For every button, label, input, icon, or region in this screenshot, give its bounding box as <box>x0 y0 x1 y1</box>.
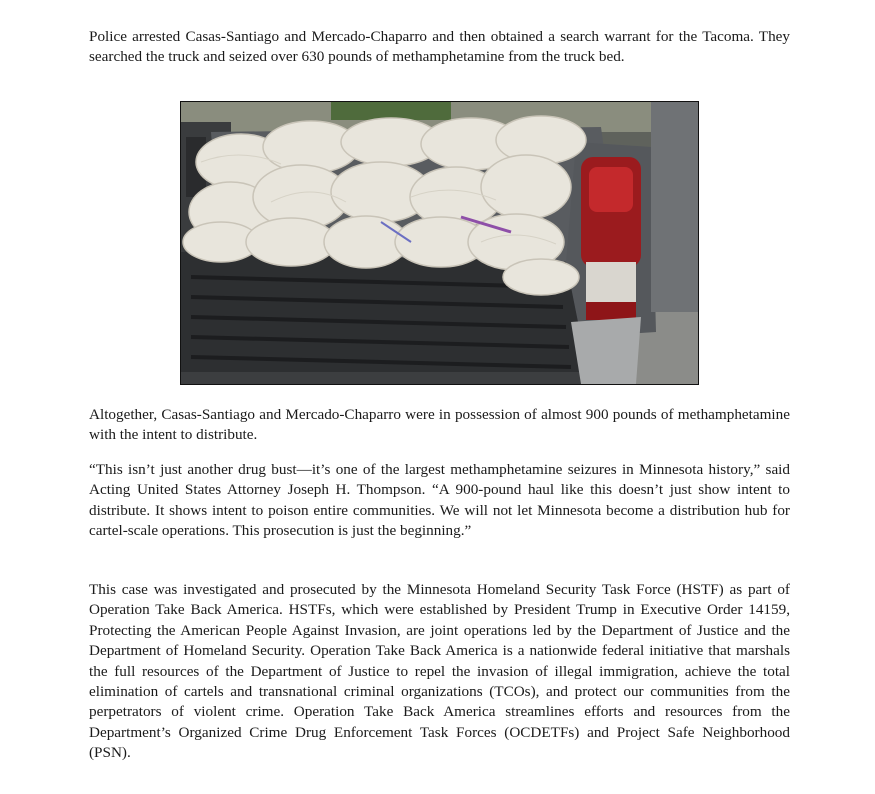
paragraph-attorney-quote: “This isn’t just another drug bust—it’s one of the largest methamphetamine seizures in Minnesota history,” said Acting United States Attorney Joseph H. Thompson. “A 900-pound haul like this doesn’t just show intent to distribute. It shows intent to poison entire communities. We will not let Minnesota become a distribution hub for cartel-scale operations. This prosecution is just the beginning.” <box>89 461 790 540</box>
paragraph-investigation-details: This case was investigated and prosecuted by the Minnesota Homeland Security Task Force (HSTF) as part of Operation Take Back America. HSTFs, which were established by President Trump in Executive Order 14159, Protecting the American People Against Invasion, are joint operations led by the Department of Justice and the Department of Homeland Security. Operation Take Back America is a nationwide federal initiative that marshals the full resources of the Department of Justice to repel the invasion of illegal immigration, achieve the total elimination of cartels and transnational criminal organizations (TCOs), and protect our communities from the perpetrators of violent crime. Operation Take Back America streamlines efforts and resources from the Department’s Organized Crime Drug Enforcement Task Forces (OCDETFs) and Project Safe Neighborhood (PSN). <box>89 581 790 762</box>
paragraph-search-warrant: Police arrested Casas-Santiago and Mercado-Chaparro and then obtained a search warrant for the Tacoma. They searched the truck and seized over 630 pounds of methamphetamine from the truck bed. <box>89 28 790 66</box>
paragraph-total-possession: Altogether, Casas-Santiago and Mercado-Chaparro were in possession of almost 900 pounds of methamphetamine with the intent to distribute. <box>89 406 790 444</box>
truck-bed-seizure-photo <box>180 101 699 385</box>
truck-bed-illustration <box>181 102 698 384</box>
